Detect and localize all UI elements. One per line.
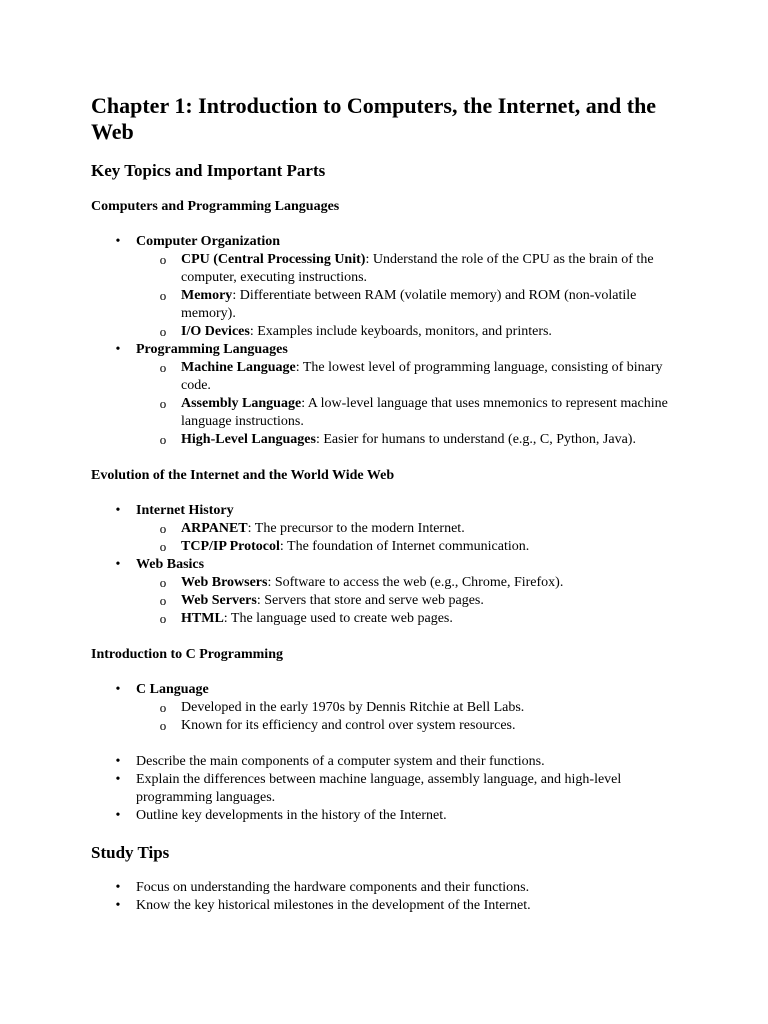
list-item-label: Computer Organization (136, 234, 281, 249)
sub-list-item (136, 520, 681, 538)
section-heading-computers: Computers and Programming Languages (91, 199, 340, 214)
sub-list-item (136, 717, 681, 735)
objective-text: Explain the differences between machine language, assembly language, and high-level programming languages. (136, 772, 622, 805)
list-item (91, 556, 681, 628)
sub-list-item (136, 431, 681, 449)
document-page (91, 93, 681, 933)
list-item (91, 879, 681, 897)
bullet-icon: • (115, 880, 121, 895)
term: Memory (181, 288, 233, 303)
sub-list-item (136, 359, 681, 395)
bullet-icon: • (115, 808, 121, 823)
term: ARPANET (181, 521, 248, 536)
sub-list-item (136, 251, 681, 287)
chapter-title: Chapter 1: Introduction to Computers, the Internet, and the Web (91, 93, 657, 144)
term-description: : A low-level language that uses mnemonics to represent machine language instructions. (181, 396, 668, 429)
sub-list (136, 251, 681, 341)
term-description: : The foundation of Internet communication. (279, 539, 530, 554)
sub-list-item (136, 592, 681, 610)
sub-bullet-icon: o (159, 718, 167, 733)
bullet-icon: • (115, 772, 121, 787)
bullet-icon: • (115, 234, 121, 249)
term-description: : Software to access the web (e.g., Chrome, Firefox). (267, 575, 564, 590)
term: Web Browsers (181, 575, 268, 590)
list-item (91, 897, 681, 915)
list-item-label: Internet History (136, 503, 234, 518)
sub-list (136, 359, 681, 449)
sub-list-item (136, 574, 681, 592)
objectives-list (91, 753, 681, 825)
term: High-Level Languages (181, 432, 316, 447)
list-item (91, 753, 681, 771)
term: Assembly Language (181, 396, 302, 411)
objective-text: Describe the main components of a computer system and their functions. (136, 754, 545, 769)
list-item-label: Programming Languages (136, 342, 288, 357)
bullet-icon: • (115, 754, 121, 769)
bullet-icon: • (115, 682, 121, 697)
sub-bullet-icon: o (159, 575, 167, 590)
sub-bullet-icon: o (159, 593, 167, 608)
sub-list-item (136, 538, 681, 556)
term-description: : The language used to create web pages. (223, 611, 453, 626)
computers-list (91, 233, 681, 449)
sub-list-item (136, 699, 681, 717)
term-description: : Easier for humans to understand (e.g., C, Python, Java). (315, 432, 636, 447)
term-description: : The precursor to the modern Internet. (247, 521, 465, 536)
internet-list (91, 502, 681, 628)
sub-bullet-icon: o (159, 432, 167, 447)
objective-text: Outline key developments in the history of the Internet. (136, 808, 447, 823)
sub-bullet-icon: o (159, 360, 167, 375)
list-item (91, 771, 681, 807)
term-description: : The lowest level of programming language, consisting of binary code. (181, 360, 663, 393)
bullet-icon: • (115, 503, 121, 518)
term: I/O Devices (181, 324, 250, 339)
term-description: : Understand the role of the CPU as the brain of the computer, executing instructions. (181, 252, 654, 285)
sub-list-item (136, 323, 681, 341)
sub-bullet-icon: o (159, 324, 167, 339)
sub-item-text: Developed in the early 1970s by Dennis Ritchie at Bell Labs. (181, 700, 525, 715)
term-description: : Servers that store and serve web pages. (256, 593, 484, 608)
sub-list-item (136, 287, 681, 323)
bullet-icon: • (115, 557, 121, 572)
study-tips-heading: Study Tips (91, 843, 170, 862)
sub-list (136, 699, 681, 735)
sub-list (136, 520, 681, 556)
sub-bullet-icon: o (159, 252, 167, 267)
list-item (91, 341, 681, 449)
section-heading-internet: Evolution of the Internet and the World Wide Web (91, 468, 395, 483)
sub-bullet-icon: o (159, 539, 167, 554)
list-item-label: Web Basics (136, 557, 205, 572)
sub-list-item (136, 395, 681, 431)
term-description: : Examples include keyboards, monitors, and printers. (249, 324, 552, 339)
study-tips-list (91, 879, 681, 915)
term: Web Servers (181, 593, 257, 608)
list-item (91, 681, 681, 735)
c-programming-list (91, 681, 681, 735)
list-item (91, 807, 681, 825)
sub-bullet-icon: o (159, 521, 167, 536)
list-item-label: C Language (136, 682, 209, 697)
study-tip-text: Know the key historical milestones in the development of the Internet. (136, 898, 531, 913)
list-item (91, 502, 681, 556)
sub-list (136, 574, 681, 628)
term: TCP/IP Protocol (181, 539, 280, 554)
term: Machine Language (181, 360, 296, 375)
study-tip-text: Focus on understanding the hardware components and their functions. (136, 880, 530, 895)
sub-bullet-icon: o (159, 700, 167, 715)
term-description: : Differentiate between RAM (volatile memory) and ROM (non-volatile memory). (181, 288, 637, 321)
bullet-icon: • (115, 342, 121, 357)
section-heading-c-programming: Introduction to C Programming (91, 647, 283, 662)
sub-bullet-icon: o (159, 288, 167, 303)
term: HTML (181, 611, 224, 626)
sub-bullet-icon: o (159, 611, 167, 626)
sub-list-item (136, 610, 681, 628)
term: CPU (Central Processing Unit) (181, 252, 366, 267)
list-item (91, 233, 681, 341)
bullet-icon: • (115, 898, 121, 913)
key-topics-heading: Key Topics and Important Parts (91, 161, 326, 180)
sub-item-text: Known for its efficiency and control over system resources. (181, 718, 516, 733)
sub-bullet-icon: o (159, 396, 167, 411)
